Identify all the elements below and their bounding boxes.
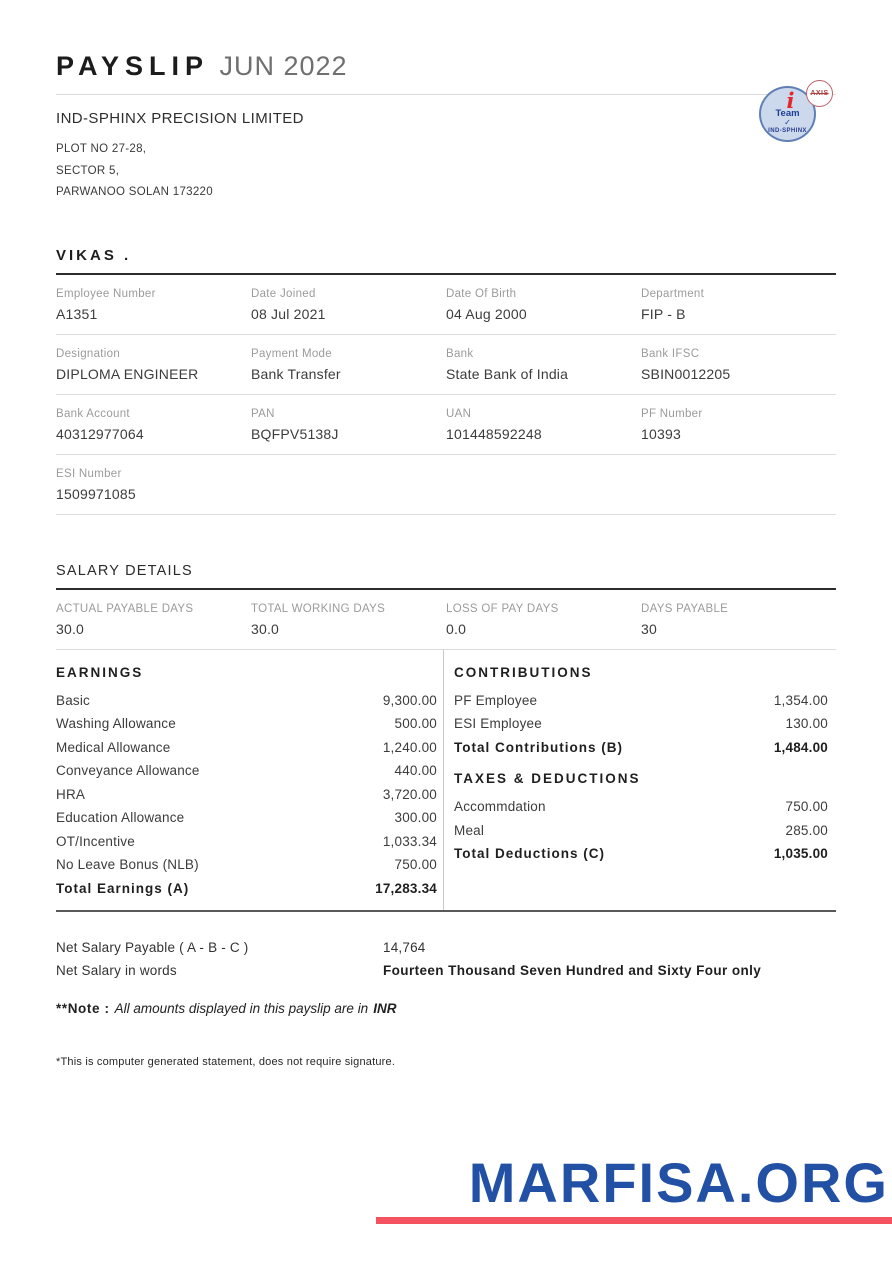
field-label: Employee Number [56, 287, 156, 300]
earnings-row [56, 759, 437, 783]
days-row [56, 590, 836, 650]
deductions-total-row [454, 842, 828, 866]
deduction-value: 750.00 [785, 799, 828, 814]
note-prefix: **Note : [56, 1001, 110, 1016]
info-cell-payment-mode [251, 348, 446, 382]
field-label: Designation [56, 347, 121, 360]
title-divider [56, 94, 836, 95]
contribution-label: ESI Employee [454, 716, 542, 731]
logo-team-text: Team [775, 108, 800, 119]
contributions-total-label: Total Contributions (B) [454, 739, 623, 755]
earning-value: 9,300.00 [382, 692, 437, 708]
earnings-heading: EARNINGS [56, 664, 144, 680]
contribution-value: 130.00 [785, 716, 828, 731]
days-cell-actual-payable [56, 603, 251, 637]
field-value: A1351 [56, 305, 98, 322]
field-label: ESI Number [56, 467, 122, 480]
deduction-row [454, 795, 828, 819]
deduction-value: 285.00 [785, 822, 828, 838]
employee-info-row [56, 455, 836, 515]
earnings-total-value: 17,283.34 [375, 880, 437, 896]
deduction-row [454, 819, 828, 843]
contributions-column [444, 650, 836, 911]
earning-value: 440.00 [394, 763, 437, 778]
field-value: 04 Aug 2000 [446, 305, 527, 322]
note-currency: INR [373, 1001, 397, 1016]
company-address [56, 139, 836, 204]
info-cell-pf-number [641, 408, 836, 442]
address-line: PARWANOO SOLAN 173220 [56, 186, 213, 198]
field-label: Bank Account [56, 407, 130, 420]
earnings-total-label: Total Earnings (A) [56, 880, 190, 896]
field-value: 30 [641, 620, 657, 637]
earning-label: Education Allowance [56, 810, 185, 825]
deductions-heading: TAXES & DEDUCTIONS [454, 771, 641, 786]
earning-value: 3,720.00 [382, 786, 437, 802]
days-cell-days-payable [641, 603, 836, 637]
info-cell-employee-number [56, 288, 251, 322]
earning-value: 1,240.00 [382, 739, 437, 755]
employee-info-row [56, 335, 836, 395]
field-label: UAN [446, 407, 472, 420]
contribution-row [454, 712, 828, 736]
info-cell-esi-number [56, 468, 251, 502]
days-cell-loss-of-pay [446, 603, 641, 637]
address-line: PLOT NO 27-28, [56, 143, 147, 155]
note-body: All amounts displayed in this payslip are in [114, 1001, 369, 1016]
employee-name: VIKAS . [56, 246, 132, 264]
marfisa-watermark [376, 1151, 892, 1224]
field-value: 08 Jul 2021 [251, 305, 326, 322]
company-logo [759, 80, 833, 144]
field-label: Bank IFSC [641, 347, 700, 360]
info-cell-date-joined [251, 288, 446, 322]
earnings-column [56, 650, 443, 911]
deduction-label: Accommdation [454, 799, 546, 814]
address-line: SECTOR 5, [56, 164, 120, 177]
earning-value: 750.00 [394, 857, 437, 872]
contributions-total-row [454, 736, 828, 760]
net-salary-block [56, 936, 836, 982]
earning-value: 500.00 [394, 716, 437, 731]
contributions-total-value: 1,484.00 [773, 739, 828, 755]
field-label: Bank [446, 347, 474, 360]
info-cell-bank-ifsc [641, 348, 836, 382]
net-words-row [56, 959, 836, 982]
info-cell-bank-account [56, 408, 251, 442]
field-value: BQFPV5138J [251, 425, 339, 442]
earning-label: Medical Allowance [56, 739, 171, 755]
earning-label: Basic [56, 692, 91, 708]
field-value: DIPLOMA ENGINEER [56, 365, 199, 382]
marfisa-watermark-text: MARFISA.ORG [468, 1151, 889, 1214]
info-cell-designation [56, 348, 251, 382]
logo-i-mark: i [786, 88, 795, 113]
axis-badge-text: AXIS [810, 90, 829, 97]
field-value: SBIN0012205 [641, 365, 731, 382]
net-words-label: Net Salary in words [56, 963, 177, 978]
info-cell-date-of-birth [446, 288, 641, 322]
field-label: Date Of Birth [446, 287, 517, 300]
field-label: DAYS PAYABLE [641, 602, 729, 615]
net-words-value: Fourteen Thousand Seven Hundred and Sixty Four only [383, 963, 762, 978]
field-value: 101448592248 [446, 425, 542, 442]
info-cell-uan [446, 408, 641, 442]
earning-label: Washing Allowance [56, 716, 176, 731]
field-label: Payment Mode [251, 347, 332, 360]
currency-note [56, 1001, 836, 1016]
earnings-row [56, 853, 437, 877]
info-cell-pan [251, 408, 446, 442]
field-label: Date Joined [251, 287, 316, 300]
earnings-row [56, 783, 437, 807]
earnings-row [56, 689, 437, 713]
field-label: TOTAL WORKING DAYS [251, 602, 386, 615]
payslip-title: PAYSLIP [56, 51, 210, 81]
employee-info-row [56, 275, 836, 335]
field-label: Department [641, 287, 705, 300]
deductions-total-label: Total Deductions (C) [454, 846, 605, 861]
days-cell-total-working [251, 603, 446, 637]
earnings-row [56, 736, 437, 760]
checkmark-icon: ✓ [784, 118, 791, 127]
earnings-row [56, 712, 437, 736]
earning-value: 300.00 [394, 810, 437, 825]
field-value: 0.0 [446, 620, 467, 637]
field-label: ACTUAL PAYABLE DAYS [56, 602, 194, 615]
company-name: IND-SPHINX PRECISION LIMITED [56, 110, 304, 127]
earning-label: Conveyance Allowance [56, 763, 200, 778]
disclaimer-text: *This is computer generated statement, does not require signature. [56, 1056, 396, 1068]
earnings-total-row [56, 877, 437, 901]
marfisa-watermark-underline [376, 1217, 892, 1224]
contributions-heading: CONTRIBUTIONS [454, 664, 593, 680]
earning-label: HRA [56, 786, 86, 802]
payslip-period: JUN 2022 [219, 51, 348, 81]
field-value: FIP - B [641, 305, 686, 322]
salary-details-heading: SALARY DETAILS [56, 562, 193, 579]
field-value: 10393 [641, 425, 681, 442]
earning-label: No Leave Bonus (NLB) [56, 857, 199, 872]
field-value: 30.0 [251, 620, 280, 637]
earning-label: OT/Incentive [56, 833, 135, 849]
employee-info-row [56, 395, 836, 455]
field-value: 1509971085 [56, 485, 136, 502]
field-value: Bank Transfer [251, 365, 341, 382]
info-cell-bank [446, 348, 641, 382]
deduction-label: Meal [454, 822, 485, 838]
earning-value: 1,033.34 [382, 833, 437, 849]
deductions-total-value: 1,035.00 [773, 846, 828, 861]
earnings-row [56, 830, 437, 854]
field-label: PAN [251, 407, 275, 420]
field-label: PF Number [641, 407, 703, 420]
field-value: 30.0 [56, 620, 85, 637]
contribution-value: 1,354.00 [773, 692, 828, 708]
logo-ind-sphinx-text: IND-SPHINX [768, 128, 807, 134]
page-title [56, 50, 836, 87]
axis-badge-icon [806, 80, 833, 107]
contribution-label: PF Employee [454, 692, 538, 708]
net-payable-value: 14,764 [383, 940, 426, 955]
salary-columns [56, 650, 836, 913]
field-value: 40312977064 [56, 425, 144, 442]
field-label: LOSS OF PAY DAYS [446, 602, 559, 615]
earnings-row [56, 806, 437, 830]
contribution-row [454, 689, 828, 713]
info-cell-department [641, 288, 836, 322]
field-value: State Bank of India [446, 365, 569, 382]
net-payable-row [56, 936, 836, 959]
net-payable-label: Net Salary Payable ( A - B - C ) [56, 940, 249, 955]
